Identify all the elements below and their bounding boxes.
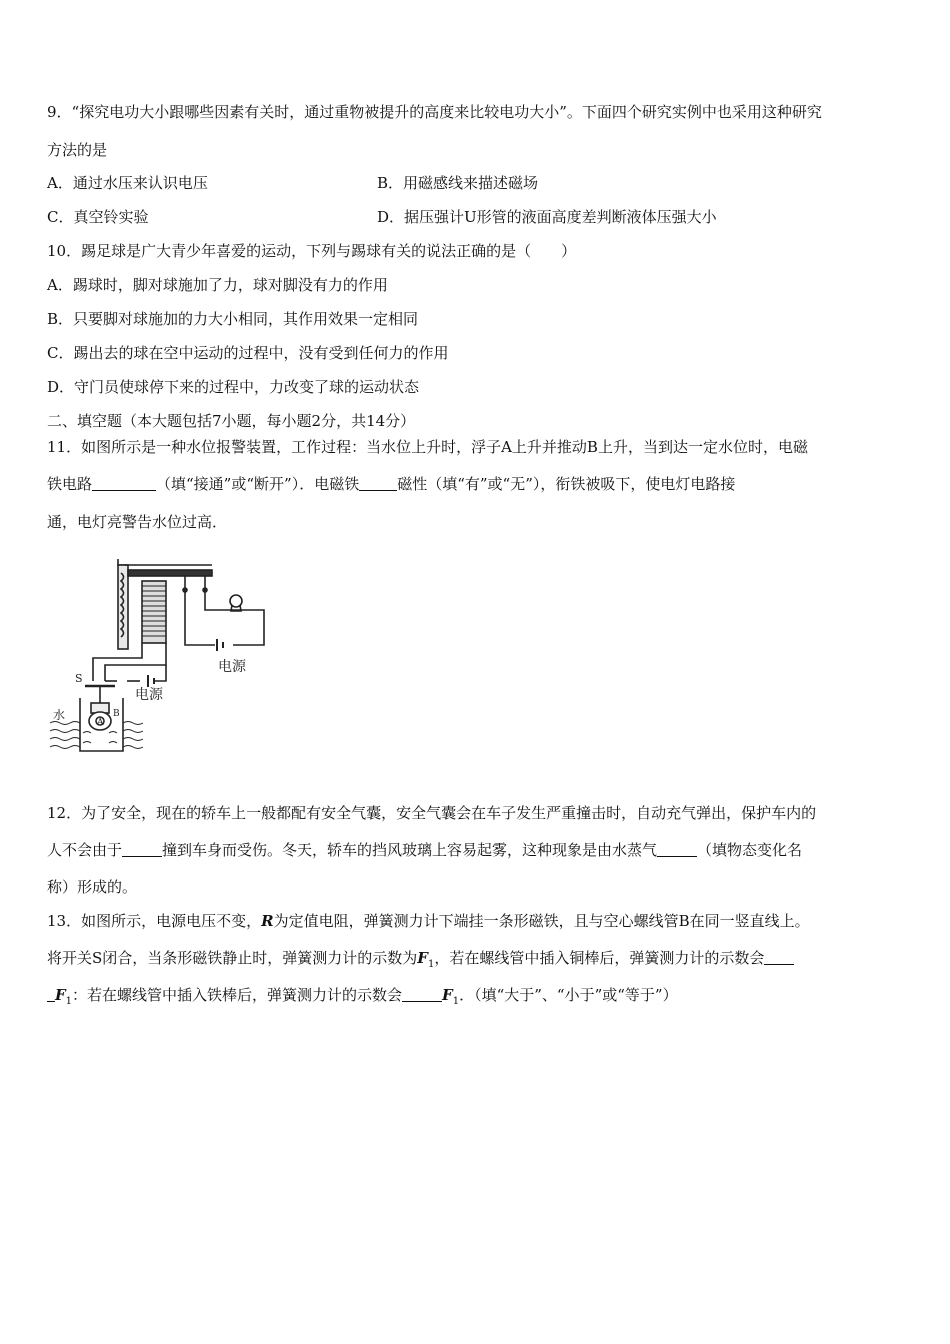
q11-line3: 通，电灯亮警告水位过高． [47,513,228,531]
q10-option-c: C．踢出去的球在空中运动的过程中，没有受到任何力的作用 [47,344,449,362]
q13-line3 [47,985,678,1012]
q12-line3: 称）形成的。 [47,878,138,896]
q13-subscript-3: 1 [452,996,460,1007]
label-power-source-top: 电源 [218,659,246,675]
q13-subscript-1: 1 [427,959,435,970]
q11-text-a: 铁电路 [47,475,93,493]
q13-subscript-2: 1 [65,996,73,1007]
q13-blank-2[interactable] [402,986,442,1002]
q11-line1: 11．如图所示是一种水位报警装置，工作过程：当水位上升时，浮子A上升并推动B上升，当到达一定水位时，电磁 [47,438,808,456]
q13-line2 [47,948,794,975]
q11-text-b: （填“接通”或“断开”）．电磁铁 [156,475,360,493]
q10-option-b: B．只要脚对球施加的力大小相同，其作用效果一定相同 [47,310,419,328]
q11-blank-1[interactable] [92,475,156,491]
section-2-title: 二、填空题（本大题包括7小题，每小题2分，共14分） [47,412,416,430]
label-water: 水 [53,708,66,722]
q12-blank-2[interactable] [657,841,697,857]
lamp-wire [205,590,225,610]
label-power-source-bottom: 电源 [135,687,163,703]
q9-option-b: B．用磁感线来描述磁场 [377,174,539,192]
q11-line2 [47,474,735,494]
q11-text-c: 磁性（填“有”或“无”），衔铁被吸下，使电灯电路接 [397,475,736,493]
q12-text-b: 撞到车身而受伤。冬天，轿车的挡风玻璃上容易起雾，这种现象是由水蒸气 [162,841,658,859]
q9-option-d: D．据压强计U形管的液面高度差判断液体压强大小 [377,208,717,226]
q13-line1 [47,911,810,931]
q12-blank-1[interactable] [122,841,162,857]
q13-blank-1a[interactable] [764,949,794,965]
q13-symbol-r: R [261,912,274,930]
label-switch-s: S [75,672,83,685]
q10-option-a: A．踢球时，脚对球施加了力，球对脚没有力的作用 [47,276,388,294]
q13-text-e: ：若在螺线管中插入铁棒后，弹簧测力计的示数会 [72,986,403,1004]
label-float-a: A [97,718,104,728]
water-level-alarm-diagram [45,553,270,758]
q13-text-c: 将开关S闭合，当条形磁铁静止时，弹簧测力计的示数为 [47,949,418,967]
armature [128,570,212,576]
q13-symbol-f1: F [417,949,428,967]
q12-text-a: 人不会由于 [47,841,123,859]
q12-line1: 12．为了安全，现在的轿车上一般都配有安全气囊，安全气囊会在车子发生严重撞击时，自动充气弹出，保护车内的 [47,804,817,822]
q11-blank-2[interactable] [359,475,397,491]
q13-text-b: 为定值电阻，弹簧测力计下端挂一条形磁铁，且与空心螺线管B在同一竖直线上。 [273,912,810,930]
q12-text-c: （填物态变化名 [697,841,803,859]
q9-option-c: C．真空铃实验 [47,208,149,226]
q13-symbol-f1-c: F [442,986,453,1004]
electromagnet-coil [142,581,166,643]
q9-stem-line2: 方法的是 [47,141,108,159]
q13-text-a: 13．如图所示，电源电压不变， [47,912,262,930]
q10-stem: 10．踢足球是广大青少年喜爱的运动，下列与踢球有关的说法正确的是（ ） [47,242,577,260]
q13-text-f: ．（填“大于”、“小于”或“等于”） [459,986,678,1004]
q13-text-d: ，若在螺线管中插入铜棒后，弹簧测力计的示数会 [434,949,765,967]
q13-blank-1b[interactable] [47,986,55,1002]
q12-line2 [47,840,802,860]
label-b: B [113,709,120,719]
q9-option-a: A．通过水压来认识电压 [47,174,208,192]
q10-option-d: D．守门员使球停下来的过程中，力改变了球的运动状态 [47,378,420,396]
q13-symbol-f1-b: F [55,986,66,1004]
q9-stem-line1: 9．“探究电功大小跟哪些因素有关时，通过重物被提升的高度来比较电功大小”。下面四个研究实例中也采用这种研究 [47,103,822,121]
